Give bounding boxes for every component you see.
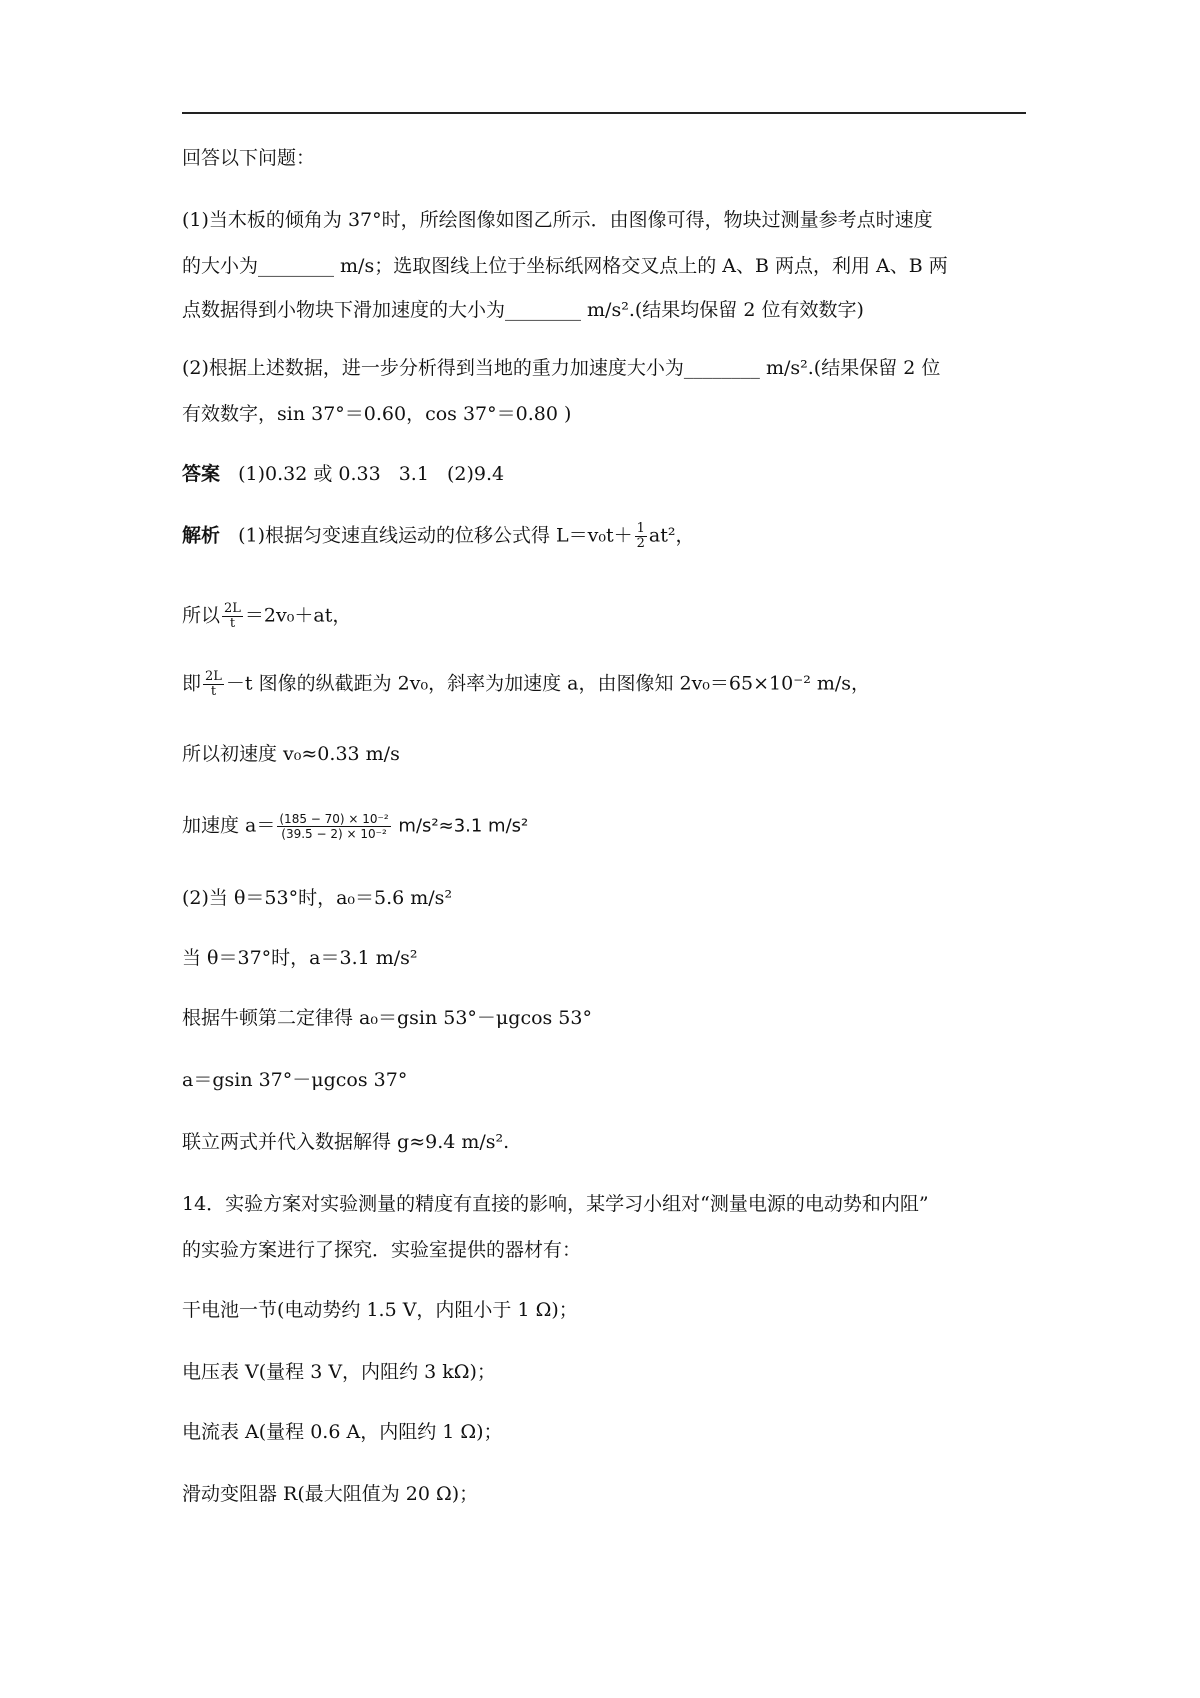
answer-part-1: (1)0.32 或 0.33 [238,463,381,485]
question-14-line-1: 14．实验方案对实验测量的精度有直接的影响，某学习小组对“测量电源的电动势和内阻” [182,1193,929,1215]
analysis-l1-pre: (1)根据匀变速直线运动的位移公式得 L＝v₀t＋ [238,524,633,547]
intro-text: 回答以下问题： [182,147,316,169]
analysis-line-1 [182,522,695,551]
acceleration-fraction: $\frac{\text{(185 − 70) × 10⁻²}}{\text{(39.5 − 2) × 10⁻²}}$ [279,812,389,841]
answer-label: 答案 [182,463,221,485]
two-l-over-t-fraction-2: $\frac{2L}{t}$ [205,669,222,699]
half-fraction: $\frac{1}{2}$ [636,521,645,551]
analysis-line-8: 根据牛顿第二定律得 a₀＝gsin 53°－μgcos 53° [182,1007,592,1029]
analysis-line-2: 所以 $\frac{2L}{t}$ ＝2v₀＋at， [182,601,352,631]
question-1-line-2: 的大小为________ m/s；选取图线上位于坐标纸网格交叉点上的 A、B 两点，利用 A、B 两 [182,255,948,277]
equipment-item-voltmeter: 电压表 V(量程 3 V，内阻约 3 kΩ)； [182,1361,496,1383]
equipment-item-ammeter: 电流表 A(量程 0.6 A，内阻约 1 Ω)； [182,1421,503,1443]
question-2-line-1: (2)根据上述数据，进一步分析得到当地的重力加速度大小为________ m/s².(结果保留 2 位 [182,357,941,379]
analysis-line-9: a＝gsin 37°－μgcos 37° [182,1069,408,1091]
analysis-line-10: 联立两式并代入数据解得 g≈9.4 m/s². [182,1131,510,1153]
analysis-line-4: 所以初速度 v₀≈0.33 m/s [182,743,400,765]
question-2-line-2: 有效数字，sin 37°＝0.60，cos 37°＝0.80 ) [182,403,572,425]
question-14-line-2: 的实验方案进行了探究．实验室提供的器材有： [182,1239,582,1261]
header-rule [182,112,1026,114]
analysis-line-6: (2)当 θ＝53°时，a₀＝5.6 m/s² [182,887,453,909]
equipment-item-rheostat: 滑动变阻器 R(最大阻值为 20 Ω)； [182,1483,479,1505]
analysis-line-7: 当 θ＝37°时，a＝3.1 m/s² [182,947,418,969]
answer-part-3: (2)9.4 [446,463,505,485]
analysis-label: 解析 [182,524,221,547]
analysis-l1-post: at²， [648,524,695,547]
analysis-line-5: 加速度 a＝ $\frac{\text{(185 − 70) × 10⁻²}}{\text{(39.5 − 2) × 10⁻²}}$ m/s²≈3.1 m/s² [182,812,529,841]
answer-part-2: 3.1 [398,463,429,485]
equipment-item-battery: 干电池一节(电动势约 1.5 V，内阻小于 1 Ω)； [182,1299,578,1321]
answer-line [182,462,504,486]
two-l-over-t-fraction: $\frac{2L}{t}$ [224,601,241,631]
question-1-line-1: (1)当木板的倾角为 37°时，所绘图像如图乙所示．由图像可得，物块过测量参考点时速度 [182,209,933,231]
question-1-line-3: 点数据得到小物块下滑加速度的大小为________ m/s².(结果均保留 2 位有效数字) [182,299,864,321]
analysis-line-3: 即 $\frac{2L}{t}$ －t 图像的纵截距为 2v₀，斜率为加速度 a，由图像知 2v₀＝65×10⁻² m/s， [182,669,871,699]
